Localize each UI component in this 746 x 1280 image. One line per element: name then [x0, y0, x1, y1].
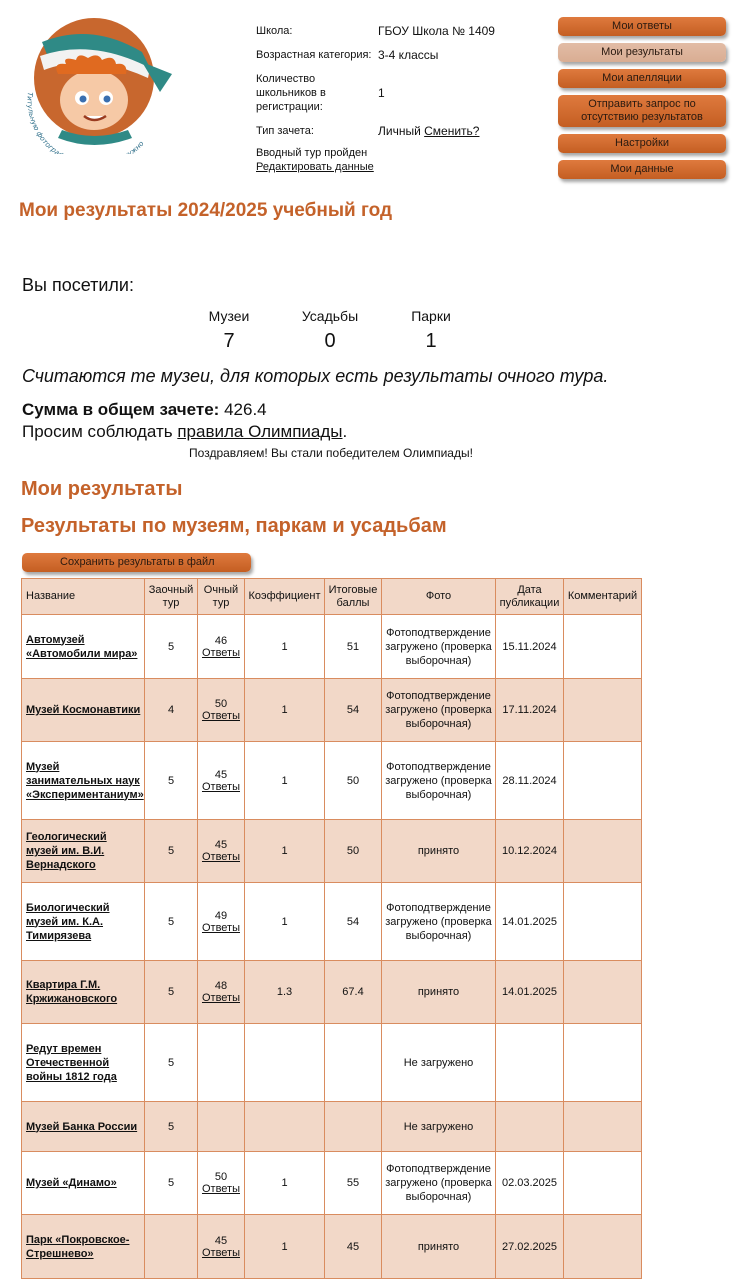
row-remote-cell: 5: [145, 961, 198, 1024]
row-photo-cell: принято: [382, 820, 496, 883]
row-onsite-cell: [198, 679, 245, 742]
row-remote-cell: 5: [145, 1102, 198, 1152]
rules-notice: [22, 422, 347, 442]
row-total-cell: 45: [325, 1215, 382, 1279]
row-coefficient-cell: 1: [245, 1152, 325, 1215]
students-count-value: 1: [378, 86, 385, 100]
row-name-cell: [22, 1102, 145, 1152]
rules-prefix: Просим соблюдать: [22, 422, 173, 441]
answers-link[interactable]: Ответы: [201, 992, 240, 1004]
table-row: [22, 615, 642, 679]
olympiad-logo: [22, 12, 178, 154]
counting-note: Считаются те музеи, для которых есть результаты очного тура.: [22, 366, 609, 386]
museums-count: 7: [223, 330, 235, 352]
header-photo: Фото: [382, 579, 496, 615]
row-total-cell: 50: [325, 820, 382, 883]
table-row: [22, 1215, 642, 1279]
onsite-score: 45: [214, 839, 228, 851]
row-date-cell: 02.03.2025: [496, 1152, 564, 1215]
place-link[interactable]: Квартира Г.М. Кржижановского: [26, 979, 118, 1005]
row-date-cell: 17.11.2024: [496, 679, 564, 742]
header-name: Название: [22, 579, 145, 615]
send-missing-results-request-button[interactable]: Отправить запрос по отсутствию результатов: [558, 95, 726, 127]
row-remote-cell: 5: [145, 883, 198, 961]
row-total-cell: 55: [325, 1152, 382, 1215]
estates-count: 0: [324, 330, 336, 352]
row-comment-cell: [564, 679, 642, 742]
header-remote-tour: Заочный тур: [145, 579, 198, 615]
place-link[interactable]: Редут времен Отечественной войны 1812 года: [26, 1042, 117, 1083]
row-name-cell: [22, 1215, 145, 1279]
total-sum-label: Сумма в общем зачете:: [22, 400, 220, 419]
row-remote-cell: 5: [145, 820, 198, 883]
row-onsite-cell: [198, 961, 245, 1024]
row-comment-cell: [564, 1152, 642, 1215]
row-onsite-cell: [198, 1024, 245, 1102]
row-name-cell: [22, 961, 145, 1024]
row-comment-cell: [564, 1215, 642, 1279]
credit-type-label: Тип зачета:: [256, 125, 314, 137]
school-label: Школа:: [256, 25, 293, 37]
answers-link[interactable]: Ответы: [201, 646, 240, 659]
row-photo-cell: Фотоподтверждение загружено (проверка выборочная): [382, 883, 496, 961]
answers-link[interactable]: Ответы: [201, 1183, 240, 1195]
header-onsite-tour: Очный тур: [198, 579, 245, 615]
table-row: [22, 961, 642, 1024]
answers-link[interactable]: Ответы: [201, 780, 240, 793]
table-row: [22, 1152, 642, 1215]
parks-count: 1: [425, 330, 437, 352]
row-comment-cell: [564, 820, 642, 883]
row-photo-cell: принято: [382, 961, 496, 1024]
row-photo-cell: Фотоподтверждение загружено (проверка выборочная): [382, 615, 496, 679]
edit-data-link[interactable]: Редактировать данные: [256, 161, 374, 173]
row-onsite-cell: [198, 615, 245, 679]
museums-label: Музеи: [208, 308, 250, 324]
row-date-cell: 27.02.2025: [496, 1215, 564, 1279]
students-count-label: Количество школьников в регистрации:: [256, 73, 326, 113]
onsite-score: 50: [214, 1171, 228, 1183]
header-comment: Комментарий: [564, 579, 642, 615]
row-date-cell: [496, 1102, 564, 1152]
results-table: [21, 578, 642, 1279]
estates-label: Усадьбы: [301, 308, 359, 324]
table-row: [22, 679, 642, 742]
place-link[interactable]: Автомузей «Автомобили мира»: [26, 633, 138, 660]
row-photo-cell: Фотоподтверждение загружено (проверка выборочная): [382, 742, 496, 820]
row-remote-cell: 5: [145, 742, 198, 820]
row-remote-cell: 4: [145, 679, 198, 742]
page-title: Мои результаты 2024/2025 учебный год: [19, 200, 393, 221]
row-name-cell: [22, 883, 145, 961]
row-onsite-cell: [198, 1102, 245, 1152]
header-coefficient: Коэффициент: [245, 579, 325, 615]
row-comment-cell: [564, 615, 642, 679]
age-category-value: 3-4 классы: [378, 48, 439, 62]
onsite-score: 48: [214, 980, 228, 992]
answers-link[interactable]: Ответы: [201, 1246, 240, 1259]
answers-link[interactable]: Ответы: [201, 921, 240, 934]
row-remote-cell: [145, 1215, 198, 1279]
change-credit-type-link[interactable]: Сменить?: [424, 124, 480, 138]
row-remote-cell: 5: [145, 1024, 198, 1102]
row-photo-cell: Не загружено: [382, 1024, 496, 1102]
parks-label: Парки: [411, 308, 451, 324]
place-link[interactable]: Музей Банка России: [26, 1120, 138, 1133]
place-link[interactable]: Музей занимательных наук «Экспериментаниум»: [26, 760, 144, 801]
place-link[interactable]: Парк «Покровское-Стрешнево»: [26, 1233, 130, 1260]
row-photo-cell: Фотоподтверждение загружено (проверка выборочная): [382, 679, 496, 742]
winner-message: Поздравляем! Вы стали победителем Олимпиады!: [189, 446, 473, 460]
row-coefficient-cell: 1: [245, 679, 325, 742]
row-date-cell: [496, 1024, 564, 1102]
table-row: [22, 742, 642, 820]
row-onsite-cell: [198, 820, 245, 883]
row-total-cell: 50: [325, 742, 382, 820]
row-coefficient-cell: 1.3: [245, 961, 325, 1024]
onsite-score: 46: [214, 634, 228, 647]
row-total-cell: 54: [325, 883, 382, 961]
row-onsite-cell: [198, 883, 245, 961]
estates-stat: [285, 308, 375, 353]
logo-image: [22, 12, 178, 154]
row-name-cell: [22, 615, 145, 679]
row-total-cell: 67.4: [325, 961, 382, 1024]
rules-suffix: .: [342, 422, 348, 441]
table-header-row: [22, 579, 642, 615]
row-comment-cell: [564, 883, 642, 961]
parks-stat: [386, 308, 476, 353]
row-name-cell: [22, 742, 145, 820]
logo-caption: Титульную фотогра ужно: [25, 91, 146, 154]
row-comment-cell: [564, 1024, 642, 1102]
row-coefficient-cell: 1: [245, 1215, 325, 1279]
row-total-cell: [325, 1024, 382, 1102]
my-data-button[interactable]: Мои данные: [558, 160, 726, 179]
row-coefficient-cell: 1: [245, 742, 325, 820]
row-name-cell: [22, 679, 145, 742]
onsite-score: 45: [214, 768, 228, 781]
row-name-cell: [22, 1024, 145, 1102]
my-answers-button[interactable]: Мои ответы: [558, 17, 726, 36]
row-total-cell: [325, 1102, 382, 1152]
row-coefficient-cell: [245, 1024, 325, 1102]
place-link[interactable]: Биологический музей им. К.А. Тимирязева: [26, 901, 110, 942]
results-subheading: Результаты по музеям, паркам и усадьбам: [21, 515, 447, 537]
row-coefficient-cell: 1: [245, 615, 325, 679]
settings-button[interactable]: Настройки: [558, 134, 726, 153]
place-link[interactable]: Музей Космонавтики: [26, 704, 141, 716]
row-date-cell: 14.01.2025: [496, 961, 564, 1024]
total-sum: [22, 400, 267, 420]
table-row: [22, 883, 642, 961]
side-menu: [558, 17, 728, 186]
row-remote-cell: 5: [145, 1152, 198, 1215]
row-coefficient-cell: 1: [245, 883, 325, 961]
place-link[interactable]: Музей «Динамо»: [26, 1177, 117, 1189]
museums-stat: [184, 308, 274, 353]
row-total-cell: 51: [325, 615, 382, 679]
row-comment-cell: [564, 742, 642, 820]
row-date-cell: 10.12.2024: [496, 820, 564, 883]
table-row: [22, 1024, 642, 1102]
row-comment-cell: [564, 961, 642, 1024]
row-date-cell: 28.11.2024: [496, 742, 564, 820]
row-name-cell: [22, 1152, 145, 1215]
olympiad-rules-link[interactable]: правила Олимпиады: [177, 422, 343, 441]
row-onsite-cell: [198, 1215, 245, 1279]
row-total-cell: 54: [325, 679, 382, 742]
table-row: [22, 820, 642, 883]
row-onsite-cell: [198, 742, 245, 820]
answers-link[interactable]: Ответы: [201, 851, 240, 863]
row-remote-cell: 5: [145, 615, 198, 679]
my-results-button[interactable]: Мои результаты: [558, 43, 726, 62]
intro-tour-status: Вводный тур пройден: [256, 147, 368, 159]
answers-link[interactable]: Ответы: [201, 710, 240, 722]
row-photo-cell: Фотоподтверждение загружено (проверка выборочная): [382, 1152, 496, 1215]
credit-type-value: Личный: [378, 124, 421, 138]
registration-info: [256, 24, 546, 174]
row-coefficient-cell: [245, 1102, 325, 1152]
header-total: Итоговые баллы: [325, 579, 382, 615]
onsite-score: 49: [214, 909, 228, 922]
my-appeals-button[interactable]: Мои апелляции: [558, 69, 726, 88]
results-heading: Мои результаты: [21, 478, 183, 500]
onsite-score: 45: [214, 1234, 228, 1247]
row-photo-cell: принято: [382, 1215, 496, 1279]
header-date: Дата публикации: [496, 579, 564, 615]
total-sum-value: 426.4: [224, 400, 267, 419]
row-name-cell: [22, 820, 145, 883]
place-link[interactable]: Геологический музей им. В.И. Вернадского: [26, 831, 107, 871]
row-coefficient-cell: 1: [245, 820, 325, 883]
row-comment-cell: [564, 1102, 642, 1152]
table-row: [22, 1102, 642, 1152]
row-photo-cell: Не загружено: [382, 1102, 496, 1152]
visited-label: Вы посетили:: [22, 275, 134, 295]
school-value: ГБОУ Школа № 1409: [378, 24, 495, 38]
row-onsite-cell: [198, 1152, 245, 1215]
row-date-cell: 14.01.2025: [496, 883, 564, 961]
onsite-score: 50: [214, 698, 228, 710]
save-results-button[interactable]: Сохранить результаты в файл: [22, 553, 251, 572]
age-category-label: Возрастная категория:: [256, 49, 372, 61]
row-date-cell: 15.11.2024: [496, 615, 564, 679]
